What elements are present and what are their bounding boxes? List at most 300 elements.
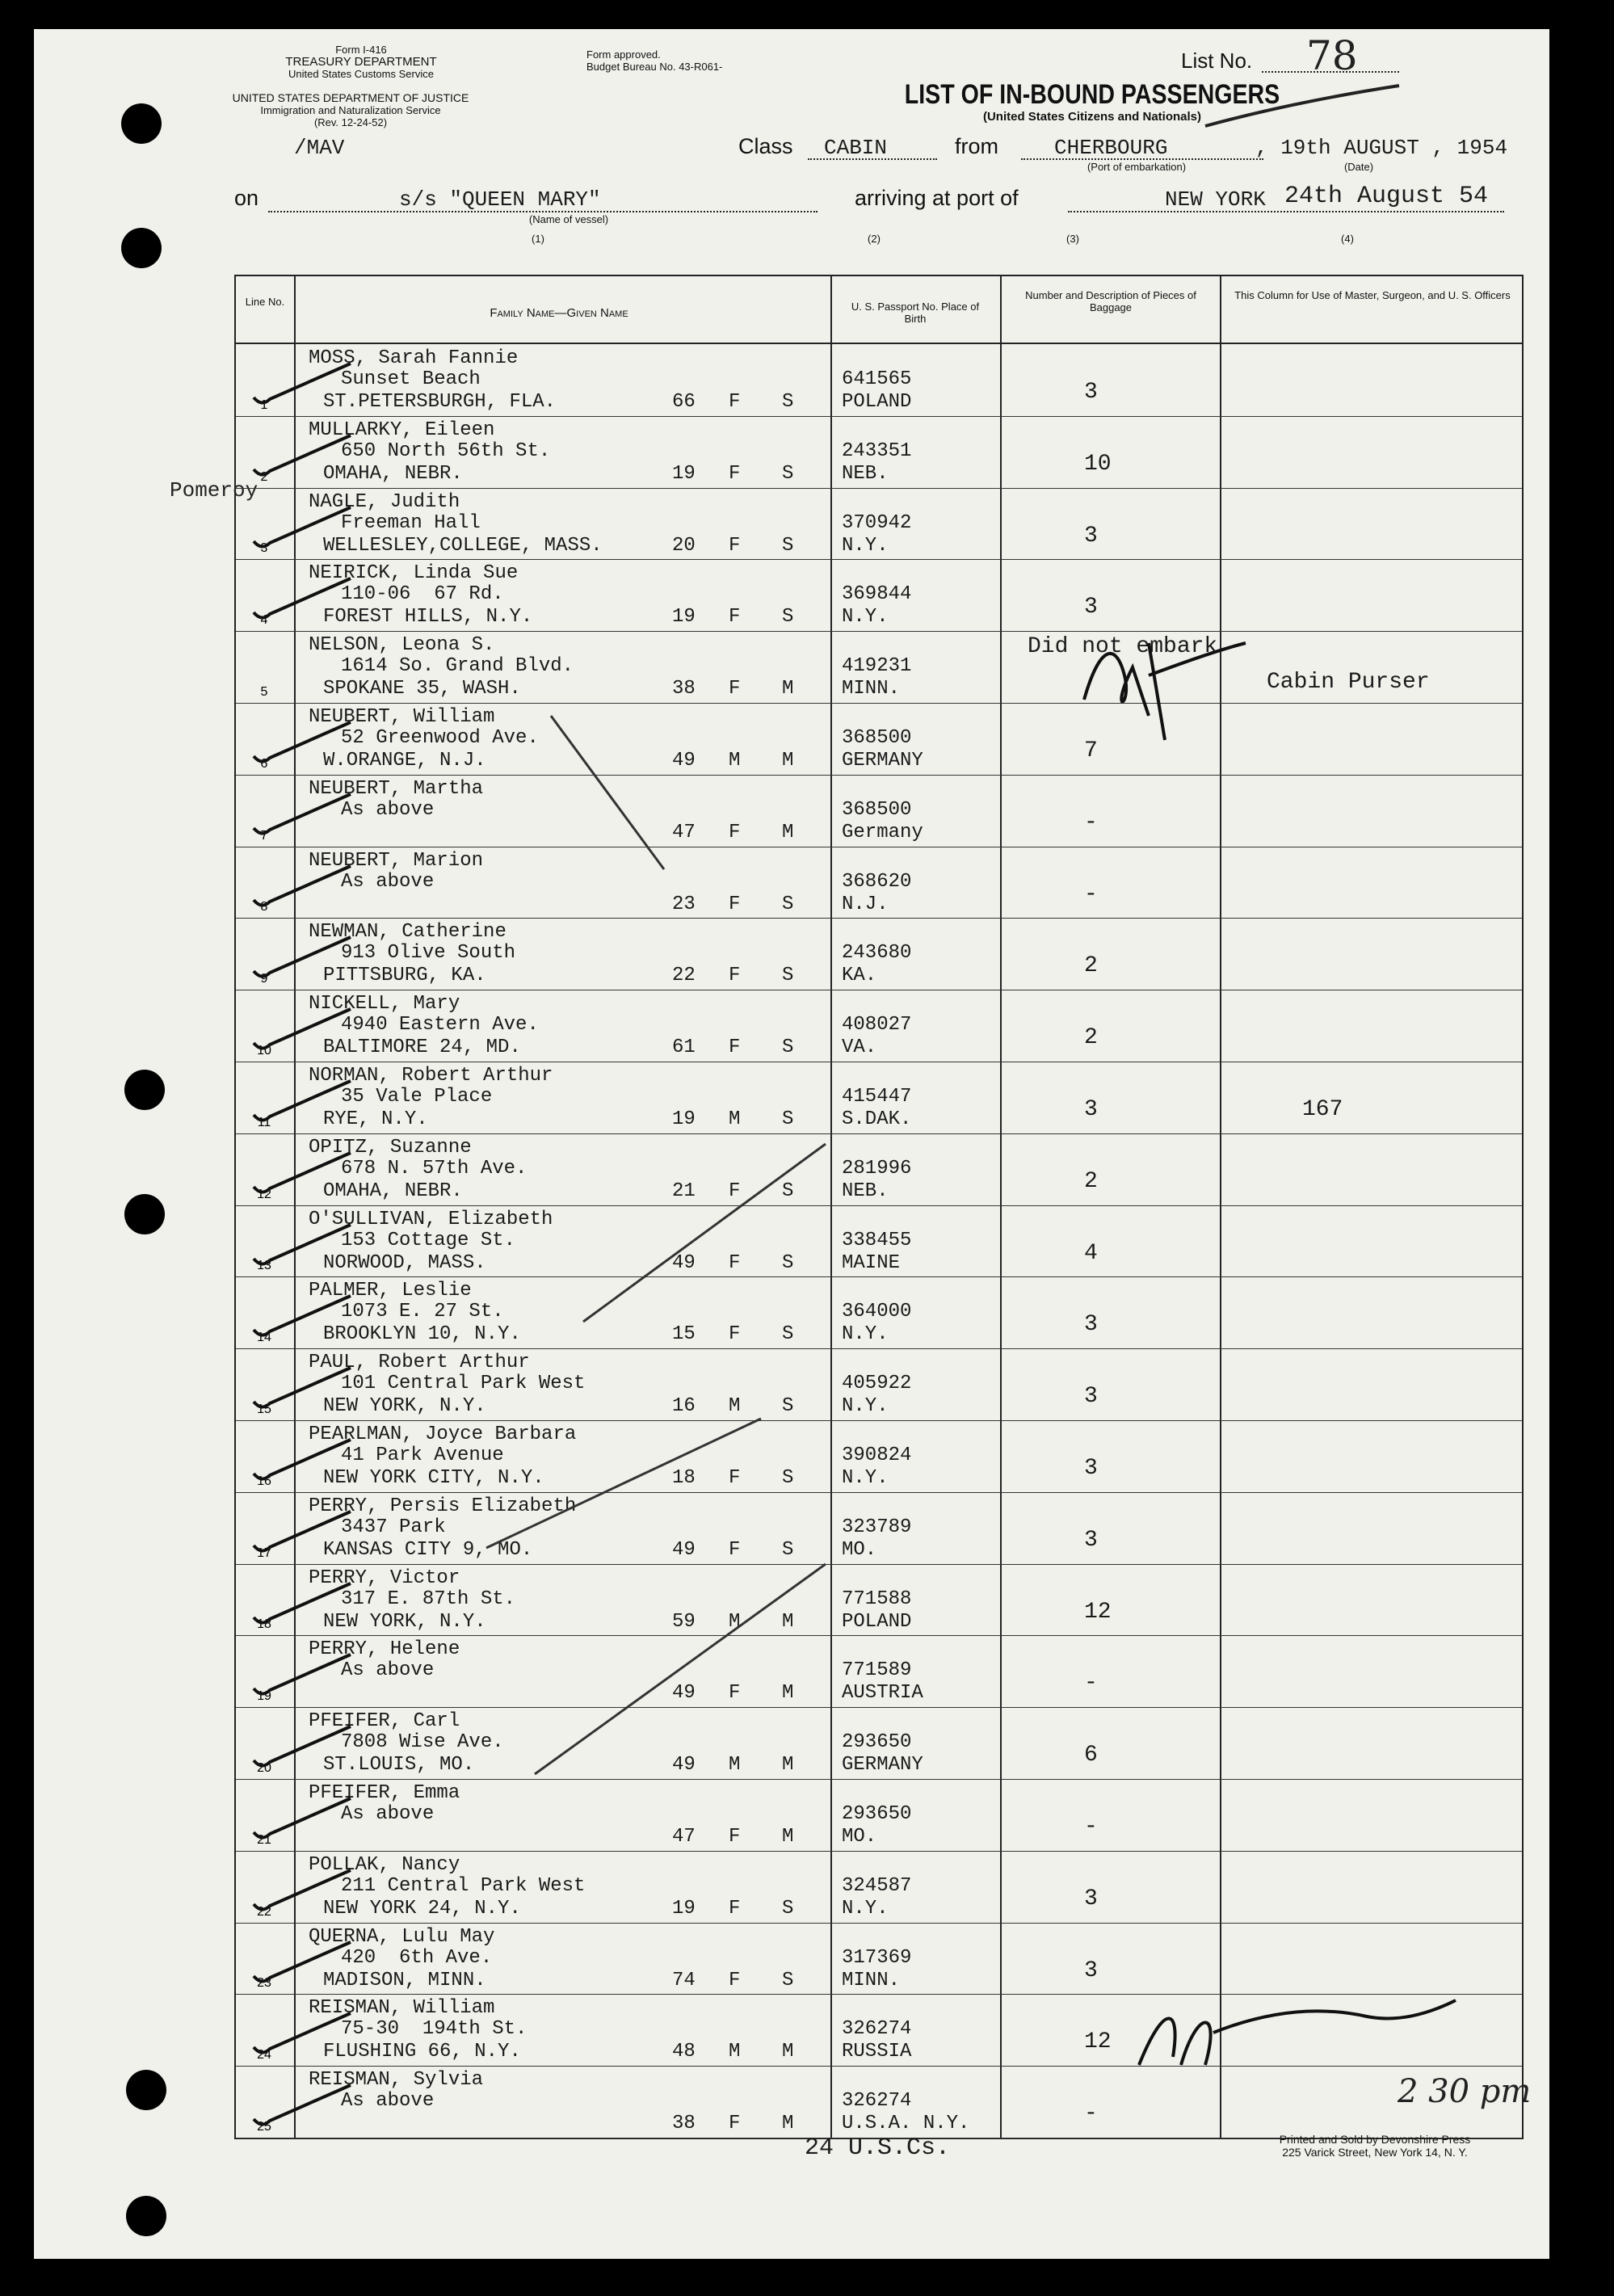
address-line-2: NEW YORK 24, N.Y. [323,1897,521,1920]
baggage-count: - [1084,2101,1098,2127]
check-mark-icon [246,1076,359,1133]
check-mark-icon [246,359,359,415]
agency-doj: UNITED STATES DEPARTMENT OF JUSTICE [232,91,469,104]
row-line-number: 8 [260,900,268,915]
check-mark-icon [246,932,359,989]
arrival-port: NEW YORK [1165,187,1266,212]
row-line-number: 9 [260,972,268,986]
on-label: on [234,186,259,210]
place-of-birth: AUSTRIA [842,1682,923,1705]
col-header-baggage: Number and Description of Pieces of Baggage [1025,289,1196,313]
check-mark-icon [246,431,359,487]
citizen-count: 24 U.S.Cs. [805,2134,951,2162]
passenger-sex: F [729,1969,741,1991]
port-embark-caption: (Port of embarkation) [1087,161,1187,173]
table-row [236,416,1522,489]
baggage-count: 3 [1084,1886,1098,1911]
check-mark-icon [246,1650,359,1706]
marital-status: S [782,1467,794,1489]
list-subtitle: (United States Citizens and Nationals) [982,110,1202,124]
baggage-count: 3 [1084,1097,1098,1122]
passenger-name: NEUBERT, Martha [309,777,484,800]
marital-status: M [782,678,794,700]
passport-number: 408027 [842,1014,912,1037]
place-of-birth: POLAND [842,1610,912,1633]
marital-status: S [782,1395,794,1418]
passenger-age: 61 [672,1037,696,1059]
passenger-name: REISMAN, Sylvia [309,2069,484,2092]
passenger-name: MOSS, Sarah Fannie [309,347,519,369]
passenger-name: O'SULLIVAN, Elizabeth [309,1208,553,1230]
list-no-label: List No. [1181,48,1253,73]
address-line-1: 41 Park Avenue [341,1444,504,1466]
printer-line-2: 225 Varick Street, New York 14, N. Y. [1282,2146,1468,2159]
passport-number: 368500 [842,798,912,821]
address-line-1: As above [341,1659,435,1682]
marital-status: M [782,1610,794,1633]
from-label: from [955,134,998,158]
row-line-number: 17 [257,1545,271,1560]
row-line-number: 25 [257,2119,271,2134]
passenger-sex: F [729,893,741,915]
marital-status: S [782,1969,794,1991]
passenger-sex: M [729,1610,741,1633]
passport-number: 326274 [842,2018,912,2041]
table-row [236,1420,1522,1493]
passport-number: 405922 [842,1373,912,1395]
passenger-age: 18 [672,1467,696,1489]
table-row [236,1851,1522,1924]
place-of-birth: POLAND [842,391,912,413]
passenger-name: POLLAK, Nancy [309,1853,460,1876]
baggage-count: - [1084,881,1098,907]
place-of-birth: NEB. [842,1180,889,1202]
passenger-name: PERRY, Helene [309,1638,460,1661]
table-row [236,1062,1522,1134]
passenger-sex: F [729,1323,741,1346]
address-line-1: 913 Olive South [341,942,516,965]
place-of-birth: S.DAK. [842,1108,912,1130]
form-revision: (Rev. 12-24-52) [313,116,388,128]
address-line-2: BROOKLYN 10, N.Y. [323,1323,521,1346]
table-row [236,344,1522,417]
row-line-number: 12 [257,1187,271,1201]
address-line-1: As above [341,870,435,893]
row-line-number: 3 [260,541,268,556]
passenger-age: 47 [672,1826,696,1848]
baggage-count: 3 [1084,1456,1098,1481]
passenger-sex: F [729,965,741,987]
row-line-number: 20 [257,1760,271,1775]
address-line-2: NORWOOD, MASS. [323,1251,486,1274]
from-underline [1021,158,1263,160]
passenger-name: QUERNA, Lulu May [309,1925,495,1948]
class-value: CABIN [824,136,888,160]
date-caption: (Date) [1343,161,1374,173]
address-line-1: 153 Cottage St. [341,1229,516,1251]
table-row [236,1635,1522,1708]
form-number: Form I-416 [335,44,387,56]
baggage-count: 3 [1084,1384,1098,1410]
address-line-2: NEW YORK CITY, N.Y. [323,1467,544,1489]
address-line-1: Freeman Hall [341,511,481,534]
passenger-sex: F [729,462,741,485]
col-header-officers: This Column for Use of Master, Surgeon, and U. S. Officers [1234,289,1511,301]
baggage-count: 12 [1084,2029,1112,2055]
passport-number: 390824 [842,1444,912,1466]
check-mark-icon [246,861,359,918]
row-line-number: 16 [257,1474,271,1488]
passenger-table [234,275,1524,2139]
passport-number: 338455 [842,1229,912,1251]
address-line-1: 110-06 67 Rd. [341,583,504,606]
passenger-age: 49 [672,1538,696,1561]
passenger-name: MULLARKY, Eileen [309,418,495,441]
place-of-birth: N.Y. [842,534,889,557]
table-row [236,990,1522,1062]
col-header-passport: U. S. Passport No. Place of Birth [851,301,980,325]
table-row [236,631,1522,704]
address-line-1: 7808 Wise Ave. [341,1731,504,1754]
passenger-age: 38 [672,2113,696,2135]
marital-status: S [782,391,794,413]
place-of-birth: GERMANY [842,1754,923,1777]
passenger-age: 49 [672,1682,696,1705]
baggage-count: - [1084,809,1098,835]
passenger-name: PFEIFER, Carl [309,1710,460,1733]
address-line-1: 75-30 194th St. [341,2018,527,2041]
passenger-name: PERRY, Persis Elizabeth [309,1495,577,1517]
baggage-count: 2 [1084,1025,1098,1051]
check-mark-icon [246,574,359,630]
clerk-initials: /MAV [294,136,345,160]
list-title: LIST OF IN-BOUND PASSENGERS [904,79,1280,110]
col-header-line-no: Line No. [245,296,285,308]
check-mark-icon [246,1722,359,1778]
baggage-count: 3 [1084,1527,1098,1553]
vessel-underline [268,211,818,212]
passport-number: 293650 [842,1731,912,1754]
check-mark-icon [246,2080,359,2137]
place-of-birth: NEB. [842,462,889,485]
passenger-sex: F [729,2113,741,2135]
passport-number: 317369 [842,1946,912,1969]
baggage-count: 6 [1084,1743,1098,1768]
col-marker-1: (1) [532,233,544,245]
passenger-name: PERRY, Victor [309,1566,460,1589]
binder-hole [121,228,162,268]
side-note: Pomeroy [170,478,258,503]
table-row [236,1492,1522,1565]
address-line-1: 101 Central Park West [341,1373,586,1395]
check-mark-icon [246,1507,359,1563]
agency-customs: United States Customs Service [288,68,434,80]
address-line-2: ST.PETERSBURGH, FLA. [323,391,557,413]
place-of-birth: U.S.A. N.Y. [842,2113,970,2135]
row-line-number: 19 [257,1689,271,1704]
printer-imprint [1221,2133,1528,2159]
marital-status: M [782,1826,794,1848]
row-line-number: 6 [260,756,268,771]
address-line-1: 317 E. 87th St. [341,1587,516,1610]
passenger-name: NORMAN, Robert Arthur [309,1065,553,1087]
passport-number: 326274 [842,2090,912,2113]
address-line-2: NEW YORK, N.Y. [323,1610,486,1633]
table-row [236,1205,1522,1278]
table-row [236,703,1522,776]
table-row [236,1276,1522,1349]
passport-number: 364000 [842,1301,912,1323]
passenger-age: 38 [672,678,696,700]
passenger-sex: F [729,606,741,629]
address-line-2: FOREST HILLS, N.Y. [323,606,533,629]
marital-status: M [782,750,794,772]
binder-hole [126,2196,166,2236]
passenger-age: 49 [672,1754,696,1777]
passenger-age: 19 [672,1897,696,1920]
check-mark-icon [246,1220,359,1276]
address-line-1: 650 North 56th St. [341,439,551,462]
passenger-age: 66 [672,391,696,413]
passenger-name: OPITZ, Suzanne [309,1136,472,1159]
passenger-sex: F [729,1897,741,1920]
marital-status: M [782,1682,794,1705]
table-row [236,2066,1522,2138]
baggage-count: 3 [1084,380,1098,405]
address-line-1: 4940 Eastern Ave. [341,1014,539,1037]
marital-status: S [782,1037,794,1059]
row-line-number: 23 [257,1976,271,1991]
passenger-age: 19 [672,1108,696,1130]
printer-line-1: Printed and Sold by Devonshire Press [1279,2133,1471,2146]
passenger-sex: M [729,1754,741,1777]
place-of-birth: KA. [842,965,877,987]
baggage-count: 3 [1084,1312,1098,1338]
check-mark-icon [246,503,359,559]
address-line-2: WELLESLEY,COLLEGE, MASS. [323,534,603,557]
passport-number: 419231 [842,655,912,678]
table-row [236,1779,1522,1852]
address-line-1: 52 Greenwood Ave. [341,727,539,749]
check-mark-icon [246,1291,359,1348]
check-mark-icon [246,1865,359,1922]
budget-bureau: Budget Bureau No. 43-R061- [586,61,723,73]
col-marker-2: (2) [868,233,881,245]
place-of-birth: VA. [842,1037,877,1059]
passenger-age: 19 [672,606,696,629]
passenger-age: 21 [672,1180,696,1202]
place-of-birth: MINN. [842,678,901,700]
row-line-number: 10 [257,1043,271,1058]
row-line-number: 24 [257,2048,271,2063]
marital-status: S [782,1538,794,1561]
binder-hole [121,103,162,144]
address-line-2: PITTSBURG, KA. [323,965,486,987]
passenger-sex: M [729,2041,741,2063]
passenger-sex: F [729,1826,741,1848]
passenger-age: 23 [672,893,696,915]
marital-status: M [782,2113,794,2135]
marital-status: M [782,1754,794,1777]
passport-number: 243680 [842,942,912,965]
table-row [236,1348,1522,1421]
address-line-2: W.ORANGE, N.J. [323,750,486,772]
row-line-number: 21 [257,1832,271,1847]
table-row [236,559,1522,632]
vessel-name: s/s "QUEEN MARY" [399,187,601,212]
passenger-sex: M [729,1395,741,1418]
marital-status: S [782,893,794,915]
passport-number: 369844 [842,583,912,606]
baggage-count: 2 [1084,953,1098,979]
marital-status: S [782,534,794,557]
baggage-count: - [1084,1815,1098,1840]
address-line-2: MADISON, MINN. [323,1969,486,1991]
address-line-2: NEW YORK, N.Y. [323,1395,486,1418]
address-line-1: 35 Vale Place [341,1086,493,1108]
address-line-1: As above [341,798,435,821]
place-of-birth: MO. [842,1826,877,1848]
passenger-name: PFEIFER, Emma [309,1782,460,1804]
officer-note: 167 [1302,1097,1343,1122]
address-line-1: As above [341,2090,435,2113]
place-of-birth: MAINE [842,1251,901,1274]
address-line-2: BALTIMORE 24, MD. [323,1037,521,1059]
passenger-sex: F [729,1251,741,1274]
address-line-1: 1073 E. 27 St. [341,1301,504,1323]
list-no-value: 78 [1306,32,1358,79]
address-line-1: As above [341,1803,435,1825]
address-line-1: Sunset Beach [341,368,481,390]
row-line-number: 1 [260,397,268,412]
row-line-number: 7 [260,828,268,843]
passenger-name: PEARLMAN, Joyce Barbara [309,1423,577,1445]
row-line-number: 14 [257,1331,271,1345]
baggage-count: 4 [1084,1240,1098,1266]
row-line-number: 5 [260,684,268,699]
passenger-sex: F [729,1180,741,1202]
col-marker-3: (3) [1066,233,1079,245]
check-mark-icon [246,1148,359,1205]
passenger-age: 20 [672,534,696,557]
passenger-name: NICKELL, Mary [309,993,460,1016]
passenger-age: 48 [672,2041,696,2063]
passport-number: 415447 [842,1086,912,1108]
baggage-count: 3 [1084,1957,1098,1983]
place-of-birth: MINN. [842,1969,901,1991]
passenger-name: NAGLE, Judith [309,490,460,513]
marital-status: S [782,606,794,629]
passenger-sex: F [729,821,741,843]
check-mark-icon [246,1579,359,1635]
place-of-birth: N.Y. [842,1467,889,1489]
baggage-count: Did not embark [1028,634,1218,660]
row-line-number: 4 [260,613,268,628]
place-of-birth: N.Y. [842,1323,889,1346]
place-of-birth: N.J. [842,893,889,915]
vessel-caption: (Name of vessel) [528,213,609,225]
address-line-2: KANSAS CITY 9, MO. [323,1538,533,1561]
from-value: CHERBOURG [1054,136,1168,160]
passport-number: 281996 [842,1157,912,1180]
doj-block [213,92,488,128]
passenger-sex: F [729,1467,741,1489]
check-mark-icon [246,717,359,774]
address-line-2: OMAHA, NEBR. [323,462,463,485]
address-line-1: 678 N. 57th Ave. [341,1157,527,1180]
row-line-number: 13 [257,1259,271,1273]
row-line-number: 22 [257,1904,271,1919]
table-row [236,1707,1522,1780]
baggage-count: - [1084,1671,1098,1697]
col-header-name: Family Name—Given Name [490,306,628,320]
passenger-age: 74 [672,1969,696,1991]
table-row [236,1923,1522,1995]
port-underline [1068,211,1504,212]
address-line-2: OMAHA, NEBR. [323,1180,463,1202]
place-of-birth: N.Y. [842,606,889,629]
passenger-age: 49 [672,1251,696,1274]
marital-status: S [782,1108,794,1130]
passport-number: 293650 [842,1803,912,1825]
officer-note: Cabin Purser [1267,670,1430,696]
address-line-1: 1614 So. Grand Blvd. [341,655,574,678]
passenger-sex: F [729,1538,741,1561]
agency-treasury: TREASURY DEPARTMENT [285,55,437,69]
passenger-name: NEUBERT, Marion [309,849,484,872]
table-row [236,488,1522,561]
passenger-age: 19 [672,462,696,485]
table-row [236,918,1522,990]
passenger-sex: F [729,391,741,413]
form-page [34,29,1549,2259]
marital-status: S [782,1323,794,1346]
passenger-name: PAUL, Robert Arthur [309,1352,530,1374]
baggage-count: 10 [1084,451,1112,477]
passport-number: 771589 [842,1659,912,1682]
place-of-birth: Germany [842,821,923,843]
marital-status: S [782,965,794,987]
row-line-number: 15 [257,1402,271,1416]
row-line-number: 11 [257,1115,271,1129]
passport-number: 323789 [842,1516,912,1538]
marital-status: M [782,2041,794,2063]
passport-number: 771588 [842,1587,912,1610]
address-line-2: ST.LOUIS, MO. [323,1754,475,1777]
passport-number: 641565 [842,368,912,390]
passenger-sex: F [729,1037,741,1059]
passenger-age: 59 [672,1610,696,1633]
check-mark-icon [246,1363,359,1419]
place-of-birth: N.Y. [842,1395,889,1418]
approval-block [586,48,748,73]
passenger-age: 49 [672,750,696,772]
marital-status: S [782,462,794,485]
passenger-name: REISMAN, William [309,1997,495,2020]
departure-date: , 19th AUGUST , 1954 [1255,136,1508,160]
table-row [236,1994,1522,2067]
agency-ins: Immigration and Naturalization Service [260,104,441,116]
passenger-sex: M [729,1108,741,1130]
passenger-name: NEIRICK, Linda Sue [309,562,519,585]
place-of-birth: N.Y. [842,1897,889,1920]
passenger-sex: F [729,534,741,557]
class-label: Class [738,134,793,158]
passenger-age: 22 [672,965,696,987]
passenger-sex: M [729,750,741,772]
passenger-name: NELSON, Leona S. [309,634,495,657]
form-agency-block [228,44,494,80]
